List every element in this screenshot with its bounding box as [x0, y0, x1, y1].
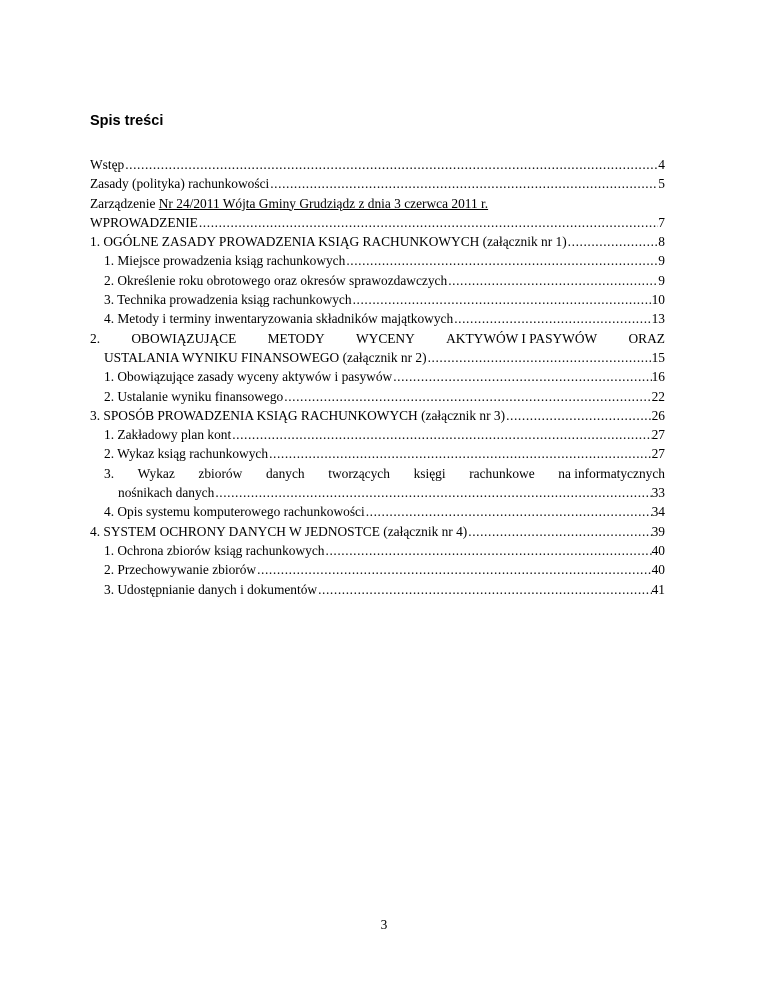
dot-leader — [256, 560, 652, 579]
toc-entry-title: 4. SYSTEM OCHRONY DANYCH W JEDNOSTCE (załącznik nr 4) — [90, 523, 468, 539]
toc-entry-title: 1. OGÓLNE ZASADY PROWADZENIA KSIĄG RACHUNKOWYCH (załącznik nr 1) — [90, 234, 567, 250]
toc-entry-page: 27 — [651, 446, 665, 462]
toc-entry-title: 3. Udostępnianie danych i dokumentów — [104, 581, 318, 597]
toc-entry-title: 1. Miejsce prowadzenia ksiąg rachunkowych — [104, 253, 346, 269]
dot-leader — [447, 271, 658, 290]
toc-entry-3-3-line1[interactable] — [90, 464, 665, 483]
toc-entry-title: 1. Zakładowy plan kont — [104, 427, 232, 443]
toc-entry-section-4[interactable] — [90, 522, 665, 541]
toc-entry-title: Zasady (polityka) rachunkowości — [90, 176, 270, 192]
toc-entry-4-3[interactable] — [90, 580, 665, 599]
dot-leader — [345, 251, 658, 270]
toc-entry-section-1[interactable] — [90, 232, 665, 251]
toc-entry-page: 41 — [651, 581, 665, 597]
toc-word: księgi — [413, 465, 446, 481]
table-of-contents — [90, 155, 665, 599]
toc-entry-title: nośnikach danych — [118, 485, 215, 501]
toc-entry-title: 3. Technika prowadzenia ksiąg rachunkowych — [104, 292, 352, 308]
toc-entry-title: 3. SPOSÓB PROWADZENIA KSIĄG RACHUNKOWYCH (załącznik nr 3) — [90, 407, 506, 423]
toc-entry-zarzadzenie — [90, 194, 665, 213]
toc-entry-page: 10 — [651, 292, 665, 308]
toc-word: zbiorów — [198, 465, 243, 481]
toc-entry-2-1[interactable] — [90, 367, 665, 386]
toc-entry-page: 9 — [658, 272, 665, 288]
toc-entry-title: 2. Wykaz ksiąg rachunkowych — [104, 446, 269, 462]
toc-entry-section-2-line1[interactable] — [90, 329, 665, 348]
dot-leader — [214, 483, 651, 502]
toc-entry-title: WPROWADZENIE — [90, 214, 198, 230]
toc-entry-wstep[interactable] — [90, 155, 665, 174]
toc-entry-title: 2. Przechowywanie zbiorów — [104, 562, 257, 578]
toc-entry-3-1[interactable] — [90, 425, 665, 444]
toc-word: METODY — [267, 330, 325, 346]
toc-entry-title: 4. Metody i terminy inwentaryzowania składników majątkowych — [104, 311, 454, 327]
toc-entry-title: 1. Obowiązujące zasady wyceny aktywów i pasywów — [104, 369, 393, 385]
toc-entry-4-1[interactable] — [90, 541, 665, 560]
toc-entry-page: 7 — [658, 214, 665, 230]
toc-entry-page: 26 — [651, 407, 665, 423]
dot-leader — [505, 406, 652, 425]
toc-word: rachunkowe — [469, 465, 535, 481]
toc-entry-2-2[interactable] — [90, 387, 665, 406]
dot-leader — [268, 444, 652, 463]
dot-leader — [325, 541, 652, 560]
toc-entry-title: 2. Określenie roku obrotowego oraz okresów sprawozdawczych — [104, 272, 448, 288]
dot-leader — [365, 502, 652, 521]
dot-leader — [427, 348, 652, 367]
toc-entry-3-3-line2[interactable] — [90, 483, 665, 502]
toc-entry-section-2-line2[interactable] — [90, 348, 665, 367]
toc-entry-3-2[interactable] — [90, 444, 665, 463]
toc-entry-4-2[interactable] — [90, 560, 665, 579]
toc-entry-title: 4. Opis systemu komputerowego rachunkowości — [104, 504, 365, 520]
toc-word: OBOWIĄZUJĄCE — [131, 330, 237, 346]
toc-entry-page: 13 — [651, 311, 665, 327]
dot-leader — [317, 580, 652, 599]
zarzadzenie-prefix: Zarządzenie — [90, 195, 159, 211]
toc-entry-page: 8 — [658, 234, 665, 250]
toc-entry-page: 16 — [651, 369, 665, 385]
dot-leader — [352, 290, 652, 309]
toc-word: 2. — [90, 330, 101, 346]
toc-entry-page: 22 — [651, 388, 665, 404]
toc-entry-section-3[interactable] — [90, 406, 665, 425]
dot-leader — [269, 174, 658, 193]
dot-leader — [231, 425, 651, 444]
toc-entry-title: Wstęp — [90, 157, 125, 172]
dot-leader — [283, 387, 651, 406]
toc-word: ORAZ — [628, 330, 665, 346]
toc-entry-page: 9 — [658, 253, 665, 269]
toc-entry-1-1[interactable] — [90, 251, 665, 270]
toc-entry-3-4[interactable] — [90, 502, 665, 521]
dot-leader — [124, 155, 658, 174]
zarzadzenie-title: Nr 24/2011 Wójta Gminy Grudziądz z dnia 3 czerwca 2011 r. — [158, 195, 489, 211]
toc-word: Wykaz — [137, 465, 175, 481]
toc-word: na informatycznych — [558, 465, 665, 481]
toc-entry-page: 34 — [651, 504, 665, 520]
toc-word: 3. — [104, 465, 115, 481]
dot-leader — [392, 367, 651, 386]
toc-entry-page: 27 — [651, 427, 665, 443]
toc-entry-title: 1. Ochrona zbiorów ksiąg rachunkowych — [104, 542, 325, 558]
toc-entry-1-4[interactable] — [90, 309, 665, 328]
toc-heading: Spis treści — [90, 113, 164, 129]
dot-leader — [453, 309, 651, 328]
toc-word: tworzących — [328, 465, 390, 481]
toc-entry-page: 4 — [658, 157, 665, 172]
toc-entry-title: 2. Ustalanie wyniku finansowego — [104, 388, 284, 404]
dot-leader — [567, 232, 659, 251]
toc-entry-title: USTALANIA WYNIKU FINANSOWEGO (załącznik nr 2) — [104, 349, 427, 365]
toc-word: danych — [265, 465, 305, 481]
toc-entry-page: 15 — [651, 349, 665, 365]
page-number: 3 — [380, 917, 388, 932]
toc-entry-1-2[interactable] — [90, 271, 665, 290]
toc-entry-page: 40 — [651, 542, 665, 558]
toc-entry-page: 5 — [658, 176, 665, 192]
dot-leader — [467, 522, 651, 541]
toc-word: AKTYWÓW I PASYWÓW — [446, 330, 598, 346]
toc-entry-1-3[interactable] — [90, 290, 665, 309]
toc-entry-zasady[interactable] — [90, 174, 665, 193]
toc-entry-wprowadzenie[interactable] — [90, 213, 665, 232]
toc-entry-page: 33 — [651, 485, 665, 501]
toc-word: WYCENY — [356, 330, 415, 346]
toc-entry-page: 39 — [651, 523, 665, 539]
toc-entry-page: 40 — [651, 562, 665, 578]
dot-leader — [198, 213, 658, 232]
